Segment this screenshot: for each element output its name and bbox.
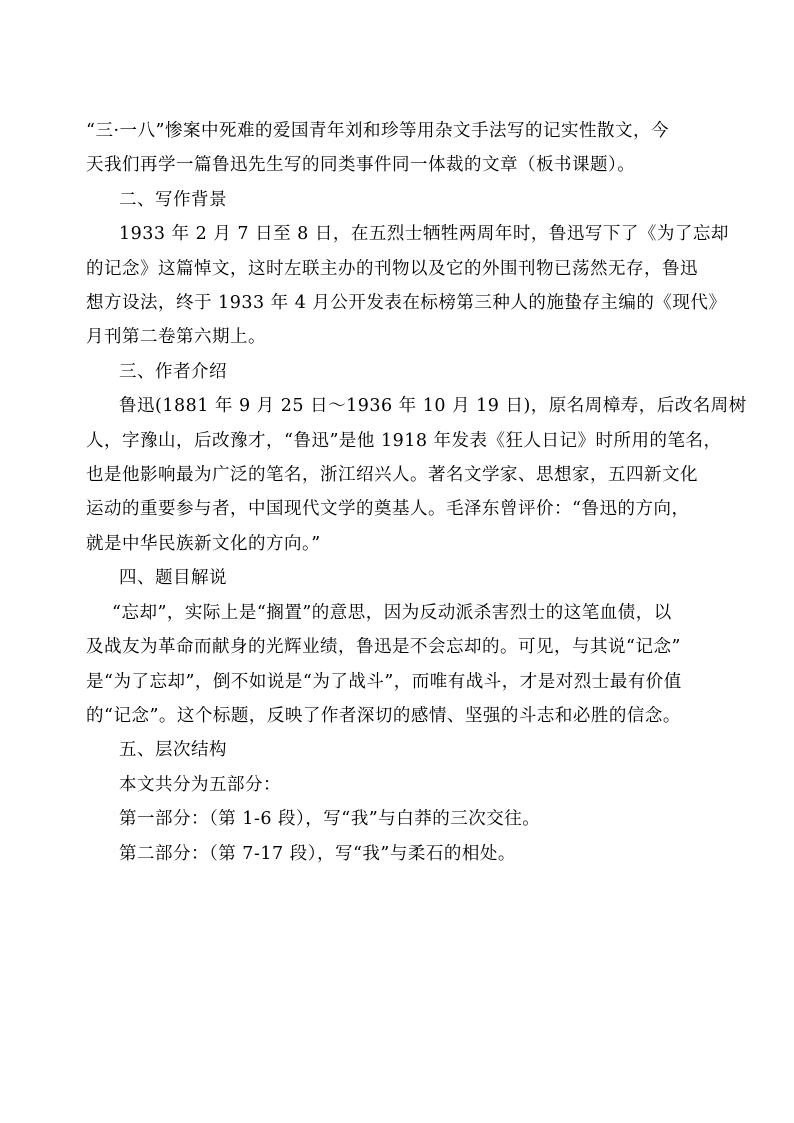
text-line: 的记念》这篇悼文，这时左联主办的刊物以及它的外围刊物已荡然无存，鲁迅: [86, 258, 698, 279]
text-line: 月刊第二卷第六期上。: [86, 327, 266, 348]
heading-text: 五、层次结构: [119, 740, 227, 761]
text-line: 也是他影响最为广泛的笔名，浙江绍兴人。著名文学家、思想家，五四新文化: [86, 465, 698, 486]
structure-part-1: [86, 802, 718, 836]
intro-paragraph: [86, 114, 718, 183]
text-line: 是“为了忘却”，倒不如说是“为了战斗”，而唯有战斗，才是对烈士最有价值: [86, 671, 682, 692]
author-paragraph-cont: [86, 424, 722, 562]
text-line: 第二部分：（第 7-17 段），写“我”与柔石的相处。: [119, 843, 516, 864]
text-line: 及战友为革命而献身的光辉业绩，鲁迅是不会忘却的。可见，与其说“记念”: [86, 637, 681, 658]
title-explain-paragraph-cont: [86, 630, 718, 733]
heading-text: 四、题目解说: [119, 568, 227, 589]
section-heading-background: [86, 183, 718, 217]
structure-intro: [86, 768, 718, 802]
structure-part-2: [86, 837, 718, 871]
text-line: 想方设法，终于 1933 年 4 月公开发表在标榜第三种人的施蛰存主编的《现代》: [86, 293, 727, 314]
heading-text: 二、写作背景: [119, 189, 227, 210]
section-heading-author: [86, 355, 718, 389]
section-heading-structure: [86, 733, 718, 767]
background-paragraph: [86, 217, 729, 251]
text-line: 运动的重要参与者，中国现代文学的奠基人。毛泽东曾评价：“鲁迅的方向，: [86, 499, 690, 520]
text-line: 就是中华民族新文化的方向。”: [86, 533, 321, 554]
text-line: 鲁迅(1881 年 9 月 25 日～1936 年 10 月 19 日)，原名周樟寿，后改名周树: [119, 396, 747, 417]
document-body: [86, 114, 747, 871]
section-heading-title: [86, 561, 718, 595]
text-line: 本文共分为五部分：: [119, 774, 281, 795]
text-line: 天我们再学一篇鲁迅先生写的同类事件同一体裁的文章（板书课题）。: [86, 155, 636, 176]
author-paragraph: [86, 389, 747, 423]
text-line: “三·一八”惨案中死难的爱国青年刘和珍等用杂文手法写的记实性散文，今: [86, 121, 669, 141]
heading-text: 三、作者介绍: [119, 361, 227, 382]
text-line: 1933 年 2 月 7 日至 8 日，在五烈士牺牲两周年时，鲁迅写下了《为了忘却: [119, 224, 729, 245]
text-line: 的“记念”。这个标题，反映了作者深切的感情、坚强的斗志和必胜的信念。: [86, 705, 681, 726]
text-line: 第一部分：（第 1-6 段），写“我”与白莽的三次交往。: [119, 809, 541, 830]
text-line: “忘却”，实际上是“搁置”的意思，因为反动派杀害烈士的这笔血债，以: [112, 602, 672, 623]
background-paragraph-cont: [86, 252, 727, 355]
text-line: 人，字豫山，后改豫才，“鲁迅”是他 1918 年发表《狂人日记》时所用的笔名，: [86, 430, 722, 451]
title-explain-paragraph: [86, 596, 718, 630]
